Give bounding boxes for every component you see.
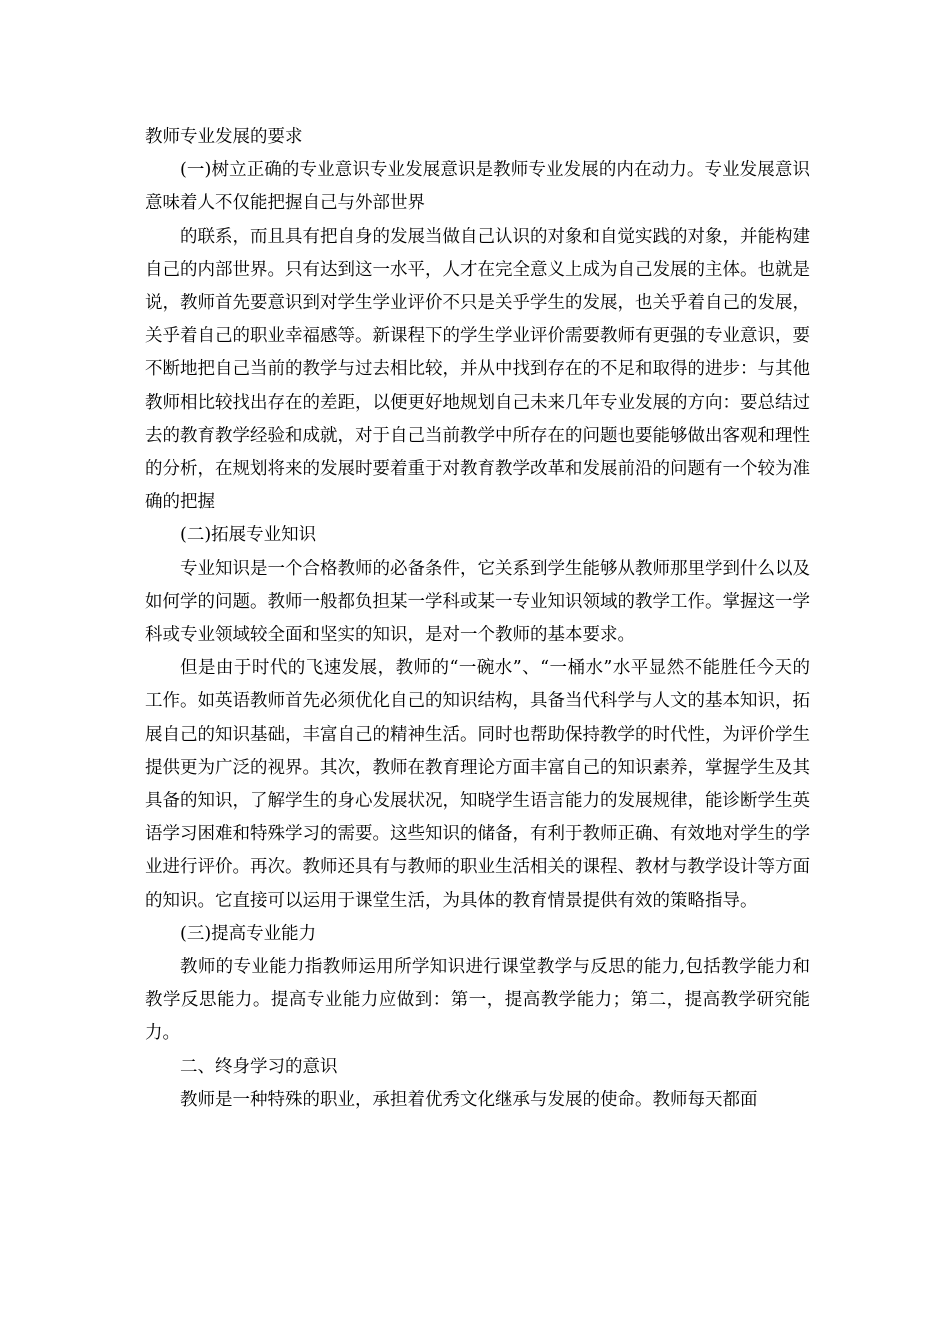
paragraph-awareness-continued: 的联系，而且具有把自身的发展当做自己认识的对象和自觉实践的对象，并能构建自己的内部世界。只有达到这一水平，人才在完全意义上成为自己发展的主体。也就是说，教师首先要意识到对学生学业评价不只是关乎学生的发展，也关乎着自己的发展，关乎着自己的职业幸福感等。新课程下的学生学业评价需要教师有更强的专业意识，要不断地把自己当前的教学与过去相比较，并从中找到存在的不足和取得的进步：与其他教师相比较找出存在的差距，以便更好地规划自己未来几年专业发展的方向：要总结过去的教育教学经验和成就，对于自己当前教学中所存在的问题也要能够做出客观和理性的分析，在规划将来的发展时要着重于对教育教学改革和发展前沿的问题有一个较为准确的把握 — [145, 226, 810, 513]
document-body — [145, 121, 810, 1117]
paragraph-professional-knowledge: 专业知识是一个合格教师的必备条件，它关系到学生能够从教师那里学到什么以及如何学的问题。教师一般都负担某一学科或某一专业知识领域的教学工作。掌握这一学科或专业领域较全面和坚实的知识，是对一个教师的基本要求。 — [145, 558, 810, 646]
paragraph-lifelong-learning: 教师是一种特殊的职业，承担着优秀文化继承与发展的使命。教师每天都面 — [180, 1089, 758, 1110]
paragraph-professional-awareness: (一)树立正确的专业意识专业发展意识是教师专业发展的内在动力。专业发展意识意味着人不仅能把握自己与外部世界 — [145, 160, 810, 214]
paragraph-professional-ability: 教师的专业能力指教师运用所学知识进行课堂教学与反思的能力,包括教学能力和教学反思能力。提高专业能力应做到：第一，提高教学能力；第二，提高教学研究能力。 — [145, 957, 810, 1044]
paragraph-knowledge-development: 但是由于时代的飞速发展，教师的“一碗水”、“一桶水”水平显然不能胜任今天的工作。如英语教师首先必须优化自己的知识结构，具备当代科学与人文的基本知识，拓展自己的知识基础，丰富自己的精神生活。同时也帮助保持教学的时代性，为评价学生提供更为广泛的视界。其次，教师在教育理论方面丰富自己的知识素养，掌握学生及其具备的知识，了解学生的身心发展状况，知晓学生语言能力的发展规律，能诊断学生英语学习困难和特殊学习的需要。这些知识的储备，有利于教师正确、有效地对学生的学业进行评价。再次。教师还具有与教师的职业生活相关的课程、教材与教学设计等方面的知识。它直接可以运用于课堂生活，为具体的教育情景提供有效的策略指导。 — [145, 658, 810, 911]
section-heading-lifelong-learning: 二、终身学习的意识 — [180, 1056, 338, 1077]
section-heading-professional-ability: (三)提高专业能力 — [180, 923, 317, 944]
document-title: 教师专业发展的要求 — [145, 127, 303, 147]
section-heading-professional-knowledge: (二)拓展专业知识 — [180, 525, 317, 546]
